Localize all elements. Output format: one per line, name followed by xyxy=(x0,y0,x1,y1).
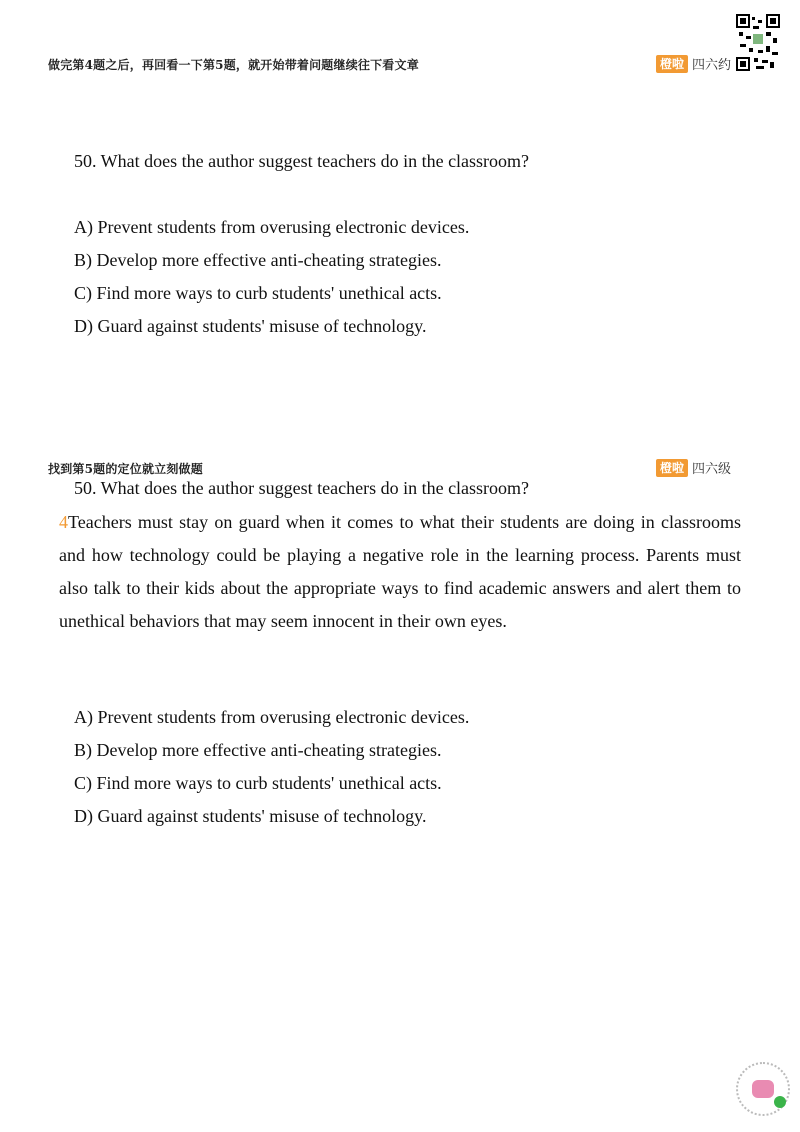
brand-logo: 橙啦 xyxy=(656,459,688,477)
option-d: D) Guard against students' misuse of technology. xyxy=(74,806,427,826)
passage-text: Teachers must stay on guard when it comes to what their students are doing in classrooms and how technology could be playing a negative role in the learning process. Parents must also talk to their kids about the appropriate ways to find academic answers and alert them to unethical behaviors that may seem innocent in their own eyes. xyxy=(59,512,741,631)
mascot-sticker-icon xyxy=(736,1062,790,1116)
option-b: B) Develop more effective anti-cheating strategies. xyxy=(74,740,442,760)
passage-paragraph xyxy=(59,506,741,638)
green-dot-icon xyxy=(774,1096,786,1108)
top-instruction-note: 做完第4题之后，再回看一下第5题，就开始带着问题继续往下看文章 xyxy=(48,58,419,72)
locate-instruction-note: 找到第5题的定位就立刻做题 xyxy=(48,462,203,476)
option-a: A) Prevent students from overusing electronic devices. xyxy=(74,707,470,727)
question-title: 50. What does the author suggest teachers do in the classroom? xyxy=(74,478,530,498)
paragraph-number: 4 xyxy=(59,512,68,532)
brand-label: 四六约 xyxy=(692,58,732,73)
option-d: D) Guard against students' misuse of technology. xyxy=(74,316,427,336)
option-c: C) Find more ways to curb students' unethical acts. xyxy=(74,283,442,303)
brand-badge-top xyxy=(656,54,731,73)
option-b: B) Develop more effective anti-cheating strategies. xyxy=(74,250,442,270)
qr-code-icon xyxy=(736,14,780,76)
mascot-face-icon xyxy=(752,1080,774,1098)
question-title: 50. What does the author suggest teachers do in the classroom? xyxy=(74,151,530,171)
brand-label: 四六级 xyxy=(692,462,732,477)
brand-logo: 橙啦 xyxy=(656,55,688,73)
brand-badge-mid xyxy=(656,458,731,477)
option-c: C) Find more ways to curb students' unethical acts. xyxy=(74,773,442,793)
watermark xyxy=(300,530,308,555)
option-a: A) Prevent students from overusing electronic devices. xyxy=(74,217,470,237)
